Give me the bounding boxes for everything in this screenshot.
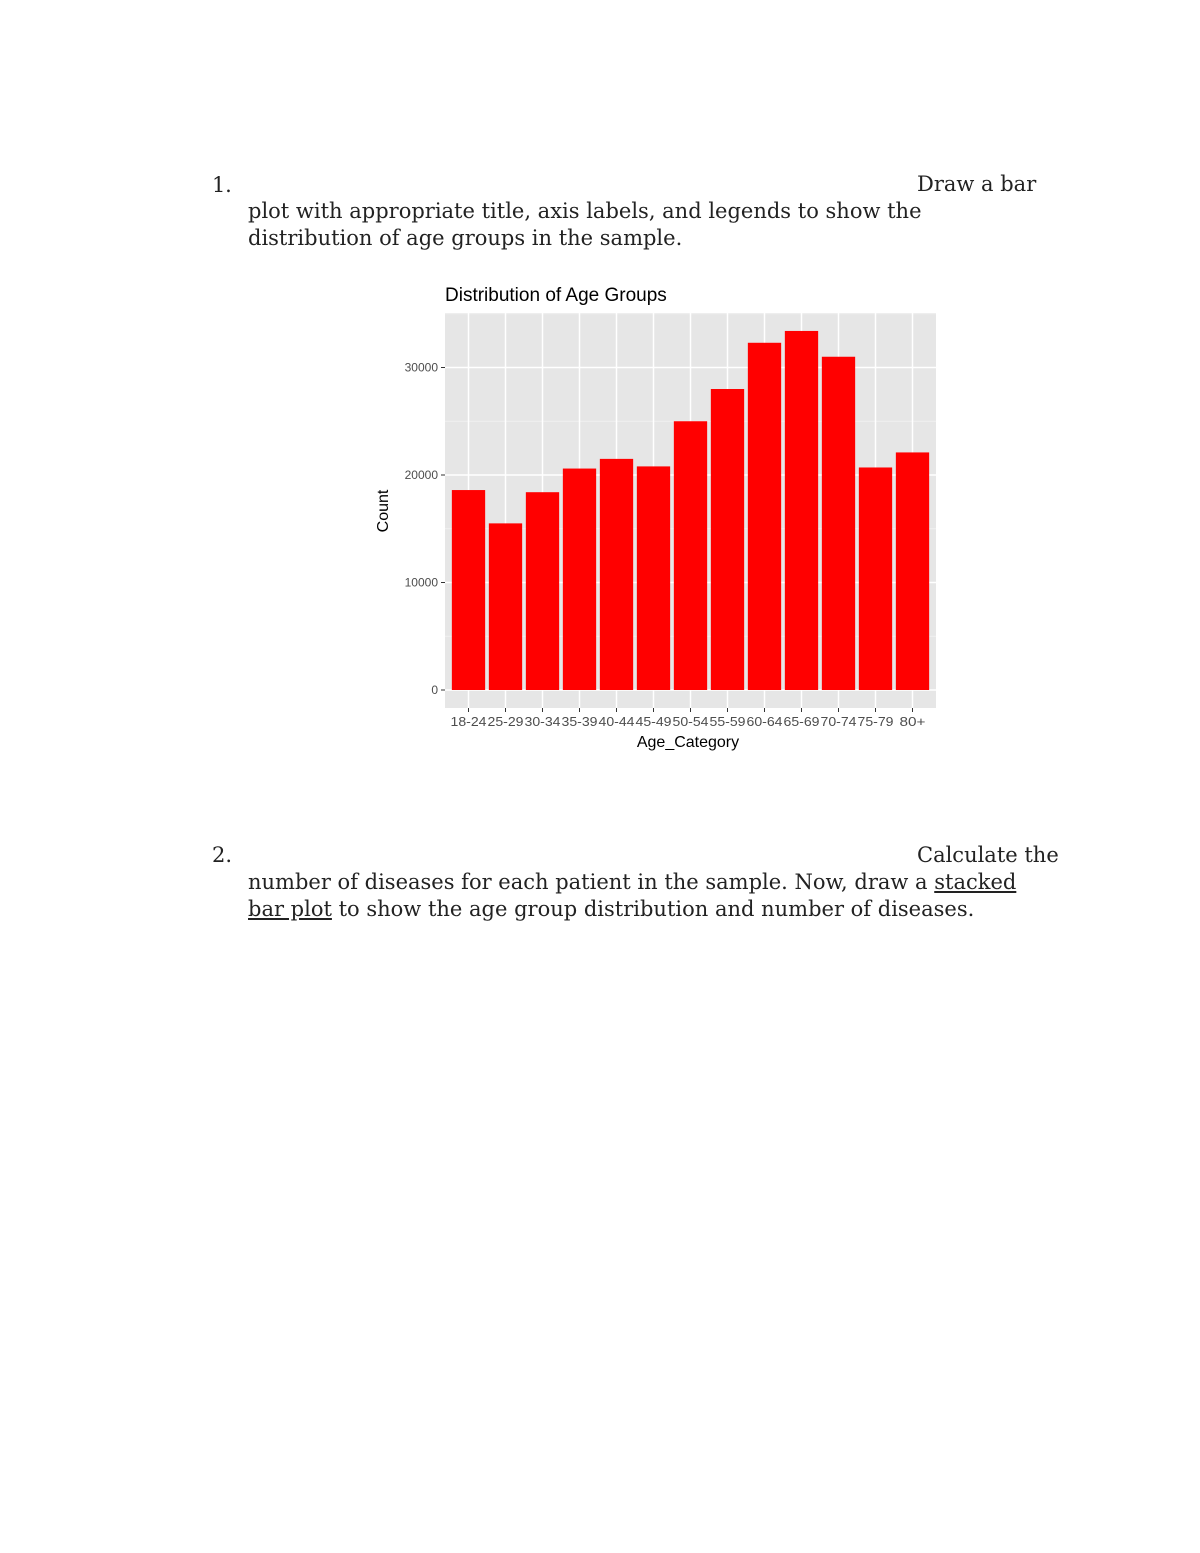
question-1-lead: Draw a bar — [917, 172, 1037, 196]
bar-65-69 — [785, 331, 818, 690]
bar-35-39 — [563, 469, 596, 690]
bar-30-34 — [526, 492, 559, 690]
y-tick-label: 0 — [431, 683, 438, 697]
x-tick-label: 65-69 — [783, 715, 820, 729]
y-tick-label: 30000 — [404, 360, 438, 375]
x-tick-label: 40-44 — [598, 715, 635, 729]
age-distribution-chart — [360, 275, 950, 765]
y-tick-label: 20000 — [404, 468, 438, 482]
question-2-body — [248, 869, 1048, 923]
x-tick-label: 80+ — [899, 715, 926, 729]
bar-75-79 — [859, 467, 892, 690]
y-axis — [405, 361, 445, 698]
x-tick-label: 50-54 — [672, 715, 709, 729]
question-1-number: 1. — [212, 173, 232, 197]
x-axis — [451, 708, 926, 729]
x-tick-label: 35-39 — [561, 715, 598, 729]
y-tick-label: 10000 — [404, 575, 438, 590]
bar-40-44 — [600, 459, 633, 690]
question-2-body-text-end: to show the age group distribution and number of diseases. — [331, 897, 975, 921]
bar-60-64 — [748, 343, 781, 690]
question-1-body: plot with appropriate title, axis labels, and legends to show the distribution of age groups in the sample. — [248, 199, 922, 250]
x-tick-label: 45-49 — [635, 715, 672, 729]
x-tick-label: 30-34 — [524, 715, 561, 729]
bar-45-49 — [637, 466, 670, 690]
bar-25-29 — [489, 523, 522, 690]
bar-18-24 — [452, 490, 485, 690]
bar-55-59 — [711, 389, 744, 690]
bar-50-54 — [674, 421, 707, 690]
x-tick-label: 55-59 — [709, 715, 746, 729]
x-axis-label: Age_Category — [636, 734, 740, 751]
chart-title: Distribution of Age Groups — [445, 285, 667, 306]
question-2-body-text: number of diseases for each patient in the sample. Now, draw a — [248, 870, 935, 894]
bar-80+ — [896, 452, 929, 690]
x-tick-label: 25-29 — [487, 715, 524, 729]
x-tick-label: 60-64 — [746, 715, 783, 729]
bar-70-74 — [822, 357, 855, 690]
x-tick-label: 75-79 — [857, 715, 894, 729]
x-tick-label: 18-24 — [450, 715, 487, 729]
y-axis-label: Count — [375, 489, 392, 533]
question-2-number: 2. — [212, 843, 233, 867]
x-tick-label: 70-74 — [820, 715, 857, 729]
question-2-lead: Calculate the — [917, 843, 1059, 867]
stacked-bar-plot-link: stacked bar plot — [248, 870, 1017, 921]
